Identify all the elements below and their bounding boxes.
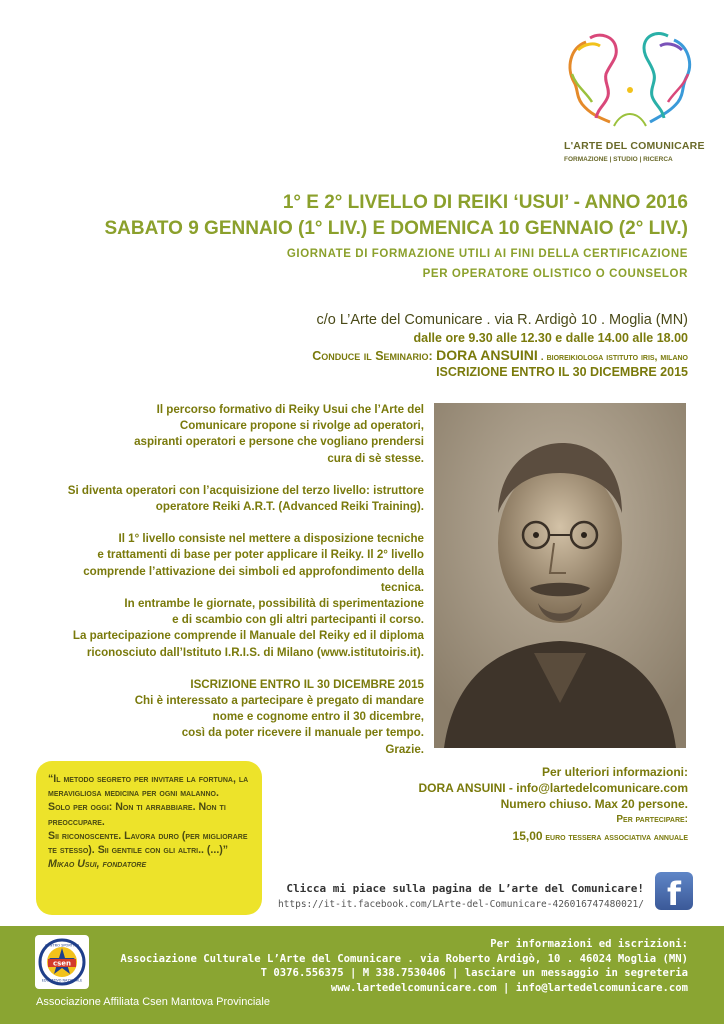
footer-phones: T 0376.556375 | M 338.7530406 | lasciare un messaggio in segreteria [260, 967, 688, 979]
footer-bar [0, 926, 724, 1024]
fee-amount: 15,00 [512, 829, 543, 843]
description-paragraph-1: Il percorso formativo di Reiky Usui che l’Arte del Comunicare propone si rivolge ad operatori, aspiranti operatori e persone che vogliano prendersi cura di sè stesse. [134, 403, 424, 465]
badge-mid-text: csen [52, 959, 72, 968]
conductor-detail: . bioreikiologa istituto iris, milano [537, 351, 688, 363]
info-label: Per ulteriori informazioni: [541, 765, 688, 779]
subtitle-line-2: PER OPERATORE OLISTICO O COUNSELOR [422, 268, 688, 280]
subtitle-line-1: GIORNATE DI FORMAZIONE UTILI AI FINI DELLA CERTIFICAZIONE [286, 248, 688, 260]
contact-email-line: DORA ANSUINI - info@lartedelcomunicare.com [418, 781, 688, 795]
csen-logo-icon [38, 938, 86, 986]
quote-author: Mikao Usui, fondatore [48, 858, 147, 871]
conductor-name: DORA ANSUINI [436, 347, 538, 363]
description-paragraph-3: Il 1° livello consiste nel mettere a disposizione tecniche e trattamenti di base per poter applicare il Reiky. Il 2° livello comprende l’attivazione dei simboli ed approfondimento della tecnica. In entrambe le giornate, possibilità di sperimentazione e di scambio con gli altri partecipanti il corso. La partecipazione comprende il Manuale del Reiky ed il diploma riconosciuto dall’Istituto I.R.I.S. di Milano (www.istitutoiris.it). [72, 532, 424, 659]
quote-text: “Il metodo segreto per invitare la fortuna, la meravigliosa medicina per ogni malanno. Solo per oggi: Non ti arrabbiare. Non ti preoccupare. Sii riconoscente. Lavora duro (per migliorare te stesso). Sii gentile con gli altri.. (...)” [48, 773, 249, 857]
badge-bottom-text: EDUCATIVO NAZIONALE [41, 978, 83, 983]
facebook-cta: Clicca mi piace sulla pagina de L’arte del Comunicare! [286, 882, 644, 895]
csen-badge [35, 935, 89, 989]
footer-contact-lines [120, 937, 688, 995]
logo-name: L'ARTE DEL COMUNICARE [564, 140, 705, 152]
registration-deadline: ISCRIZIONE ENTRO IL 30 DICEMBRE 2015 [436, 365, 688, 379]
footer-info-label: Per informazioni ed iscrizioni: [490, 938, 688, 950]
description-paragraph-2: Si diventa operatori con l’acquisizione del terzo livello: istruttore operatore Reiki A.R.T. (Advanced Reiki Training). [67, 483, 424, 514]
footer-web-email[interactable]: www.lartedelcomunicare.com | info@lartedelcomunicare.com [330, 981, 688, 994]
description-paragraph-4: ISCRIZIONE ENTRO IL 30 DICEMBRE 2015 Chi è interessato a partecipare è pregato di mandare nome e cognome entro il 30 dicembre, così da poter ricevere il manuale per tempo. Grazie. [134, 677, 424, 756]
logo-tagline: FORMAZIONE | STUDIO | RICERCA [564, 156, 673, 163]
course-description [24, 402, 424, 774]
venue-address: c/o L’Arte del Comunicare . via R. Ardigò 10 . Moglia (MN) [316, 312, 688, 328]
capacity-note: Numero chiuso. Max 20 persone. [500, 797, 688, 811]
portrait-photo-icon [434, 403, 686, 748]
usui-quote-box [36, 761, 262, 915]
title-line-1: 1° E 2° LIVELLO DI REIKI ‘USUI’ - ANNO 2016 [282, 192, 688, 213]
contact-info [418, 764, 688, 846]
facebook-link[interactable]: https://it-it.facebook.com/LArte-del-Comunicare-426016747480021/ [277, 899, 644, 910]
two-faces-logo-icon [556, 30, 706, 138]
course-hours: dalle ore 9.30 alle 12.30 e dalle 14.00 alle 18.00 [413, 331, 688, 345]
conductor-label: Conduce il Seminario: [312, 349, 437, 363]
fee-text: euro tessera associativa annuale [542, 832, 688, 843]
affiliation-text: Associazione Affiliata Csen Mantova Provinciale [36, 996, 270, 1008]
badge-top-text: CENTRO SPORTIVO [44, 943, 80, 948]
seminar-conductor [312, 347, 688, 363]
mikao-usui-portrait [434, 403, 686, 748]
arte-del-comunicare-logo [556, 30, 706, 175]
facebook-icon[interactable]: f [655, 872, 693, 910]
footer-address: Associazione Culturale L’Arte del Comunicare . via Roberto Ardigò, 10 . 46024 Moglia (MN) [120, 952, 688, 965]
membership-fee [418, 828, 688, 846]
title-line-2: SABATO 9 GENNAIO (1° LIV.) E DOMENICA 10 GENNAIO (2° LIV.) [104, 218, 688, 239]
participation-label: Per partecipare: [616, 814, 688, 825]
